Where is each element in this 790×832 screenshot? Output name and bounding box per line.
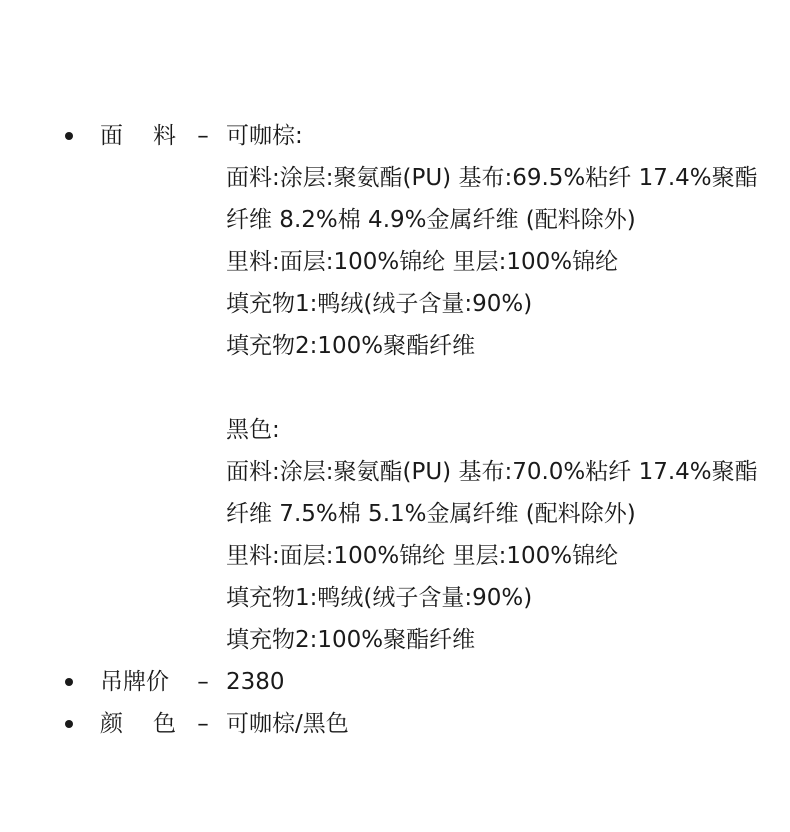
price-value-block xyxy=(226,661,766,703)
fabric-black-line-5: 填充物1:鸭绒(绒子含量:90%) xyxy=(226,585,533,611)
bullet-icon xyxy=(65,132,73,140)
color-value: 可咖棕/黑色 xyxy=(226,711,349,737)
fabric-group-coffee xyxy=(226,115,766,367)
fabric-coffee-line-2: 面料:涂层:聚氨酯(PU) 基布:69.5%粘纤 17.4%聚酯 xyxy=(226,165,758,191)
fabric-coffee-line-5: 填充物1:鸭绒(绒子含量:90%) xyxy=(226,291,533,317)
color-label-char-2: 色 xyxy=(153,711,176,737)
fabric-black-line-3: 纤维 7.5%棉 5.1%金属纤维 (配料除外) xyxy=(226,501,636,527)
fabric-label xyxy=(100,115,176,157)
fabric-black-line-6: 填充物2:100%聚酯纤维 xyxy=(226,627,476,653)
color-label-char-1: 颜 xyxy=(100,711,123,737)
fabric-black-line-1: 黑色: xyxy=(226,417,280,443)
fabric-label-char-1: 面 xyxy=(100,123,123,149)
price-value: 2380 xyxy=(226,669,285,695)
spec-item-price xyxy=(0,661,790,703)
fabric-label-char-2: 料 xyxy=(153,123,176,149)
separator-dash: – xyxy=(197,711,209,737)
fabric-value xyxy=(226,115,766,661)
fabric-coffee-line-4: 里料:面层:100%锦纶 里层:100%锦纶 xyxy=(226,249,619,275)
spec-item-color xyxy=(0,703,790,745)
fabric-coffee-line-1: 可咖棕: xyxy=(226,123,303,149)
separator-dash: – xyxy=(197,669,209,695)
spec-item-fabric xyxy=(0,115,790,661)
spec-list xyxy=(0,115,790,745)
bullet-icon xyxy=(65,678,73,686)
color-value-block xyxy=(226,703,766,745)
fabric-black-line-4: 里料:面层:100%锦纶 里层:100%锦纶 xyxy=(226,543,619,569)
fabric-group-black xyxy=(226,409,766,661)
price-label: 吊牌价 xyxy=(100,669,169,695)
fabric-black-line-2: 面料:涂层:聚氨酯(PU) 基布:70.0%粘纤 17.4%聚酯 xyxy=(226,459,758,485)
group-spacer xyxy=(226,367,766,409)
fabric-coffee-line-6: 填充物2:100%聚酯纤维 xyxy=(226,333,476,359)
fabric-coffee-line-3: 纤维 8.2%棉 4.9%金属纤维 (配料除外) xyxy=(226,207,636,233)
bullet-icon xyxy=(65,720,73,728)
color-label xyxy=(100,703,176,745)
separator-dash: – xyxy=(197,123,209,149)
